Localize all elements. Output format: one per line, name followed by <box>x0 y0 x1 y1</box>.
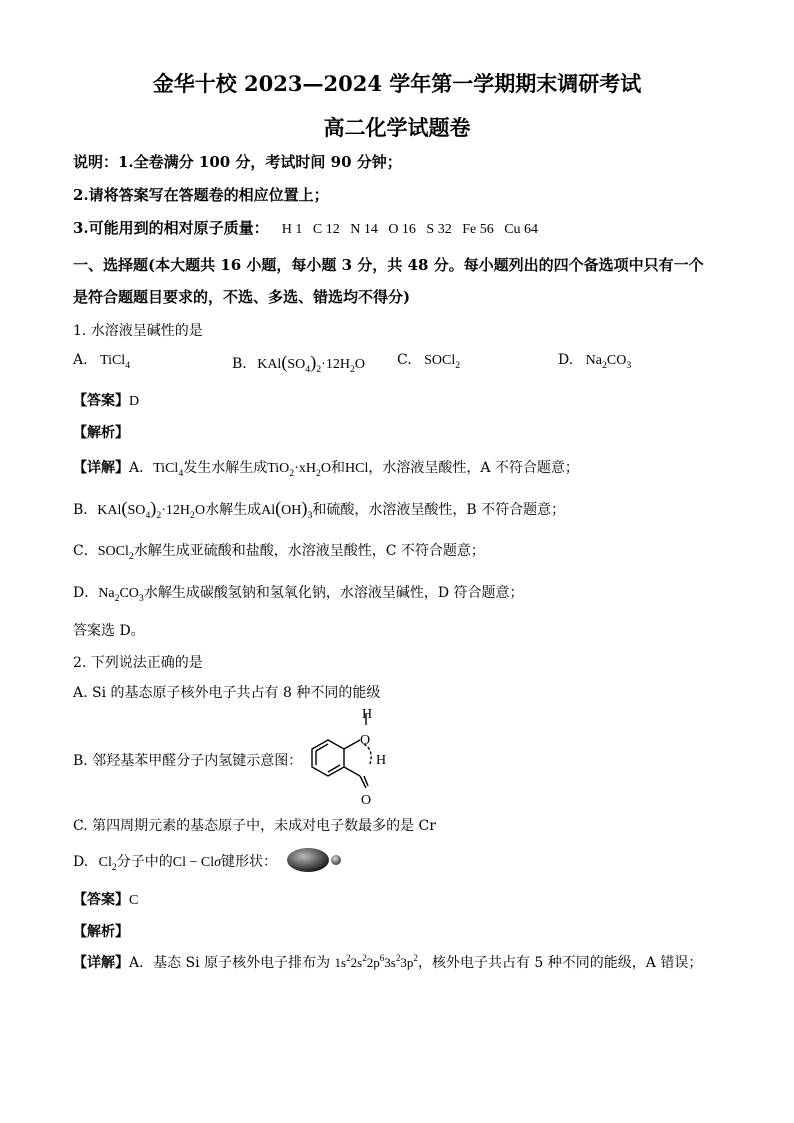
q1-answer-label: 【答案】 <box>73 393 129 409</box>
q2-stem: 2. 下列说法正确的是 <box>73 655 203 671</box>
q1-option-c: C. SOCl$_2$ <box>397 352 461 371</box>
hydrogen-bond-diagram <box>288 700 398 812</box>
q1-answer-value: D <box>129 394 140 409</box>
atomic-masses: H 1 C 12 N 14 O 16 S 32 Fe 56 Cu 64 <box>281 222 539 237</box>
q1-detail-c-prefix: C． <box>73 543 98 559</box>
q2-option-a: A. Si 的基态原子核外电子共占有 8 种不同的能级 <box>73 685 381 701</box>
mol-label-h-top: H <box>362 707 373 722</box>
q1-option-a: A. TiCl$_4$ <box>73 352 131 371</box>
q1-option-b: B. $KAl(SO_4)_2\cdot 12H_2O$ <box>232 352 365 375</box>
q1-detail-a-prefix: A． <box>129 460 154 476</box>
q2-option-b: B. 邻羟基苯甲醛分子内氢键示意图： <box>73 753 303 769</box>
q2-detail-label: 【详解】 <box>73 955 129 971</box>
q1-detail-d-text: 水解生成碳酸氢钠和氢氧化钠，水溶液呈碱性，D 符合题意； <box>143 585 524 601</box>
q1-detail-label: 【详解】 <box>73 460 129 476</box>
q2-option-d-text2: 键形状： <box>221 854 278 870</box>
q1-detail-a-text2: 和 <box>331 460 345 476</box>
mol-label-h-aldehyde: H <box>376 753 387 768</box>
q1-detail-a-text3: ，水溶液呈酸性，A 不符合题意； <box>368 460 579 476</box>
q1-option-c-letter: C. <box>397 352 412 368</box>
q1-detail-c: C．SOCl$_2$水解生成亚硫酸和盐酸，水溶液呈酸性，C 不符合题意； <box>73 543 485 562</box>
q1-option-a-letter: A. <box>73 352 88 368</box>
q1-stem: 1. 水溶液呈碱性的是 <box>73 323 203 339</box>
q2-option-d-letter: D. <box>73 854 89 870</box>
q2-detail-a-text1: A．基态 Si 原子核外电子排布为 <box>129 955 335 971</box>
instruction-2: 2.请将答案写在答题卷的相应位置上； <box>73 186 329 204</box>
mol-label-o-hydroxyl: O <box>360 733 371 748</box>
sigma-bond-shape-icon <box>286 845 346 875</box>
q2-option-d-text1: 分子中的 <box>116 854 173 870</box>
q1-detail-b: B．$KAl(SO_4)_2\cdot 12H_2O$水解生成$Al(OH)_3$和硫酸，水溶液呈酸性，B 不符合题意； <box>73 498 566 521</box>
q1-detail-b-prefix: B． <box>73 502 98 518</box>
mol-label-o-carbonyl: O <box>361 793 372 808</box>
instruction-3-label: 3.可能用到的相对原子质量： <box>73 219 269 237</box>
q1-option-d-letter: D. <box>558 352 574 368</box>
q1-detail-a-text1: 发生水解生成 <box>183 460 268 476</box>
exam-title: 金华十校 2023—2024 学年第一学期期末调研考试 <box>152 71 642 96</box>
q1-detail-b-text2: 和硫酸，水溶液呈酸性，B 不符合题意； <box>312 502 566 518</box>
q1-detail-d: D．$Na_2CO_3$水解生成碳酸氢钠和氢氧化钠，水溶液呈碱性，D 符合题意； <box>73 585 524 604</box>
paper-subtitle: 高二化学试题卷 <box>323 115 471 140</box>
q1-option-b-letter: B. <box>232 356 247 372</box>
q2-option-d: D. $Cl_2$分子中的Cl − Clσ键形状： <box>73 854 278 873</box>
q1-detail-b-text1: 水解生成 <box>205 502 262 518</box>
q1-options <box>73 352 773 376</box>
q2-answer-row <box>73 889 138 909</box>
q1-conclusion: 答案选 D。 <box>73 623 145 639</box>
q2-answer-label: 【答案】 <box>73 892 129 908</box>
q1-detail-c-text: 水解生成亚硫酸和盐酸，水溶液呈酸性，C 不符合题意； <box>133 543 485 559</box>
q1-answer-row <box>73 390 139 410</box>
instruction-1: 说明：1.全卷满分 100 分，考试时间 90 分钟； <box>73 153 402 171</box>
section-heading-line1: 一、选择题(本大题共 16 小题，每小题 3 分，共 48 分。每小题列出的四个备选项中只有一个 <box>73 256 704 274</box>
q1-analysis-label: 【解析】 <box>73 425 129 441</box>
q1-option-d: D. $Na_2CO_3$ <box>558 352 632 371</box>
instruction-3 <box>73 217 538 238</box>
q2-analysis-label: 【解析】 <box>73 924 129 940</box>
q2-option-c: C. 第四周期元素的基态原子中，未成对电子数最多的是 Cr <box>73 818 436 834</box>
q2-answer-value: C <box>129 893 139 908</box>
section-heading-line2: 是符合题题目要求的，不选、多选、错选均不得分) <box>73 288 411 306</box>
q1-detail-d-prefix: D． <box>73 585 99 601</box>
q2-detail-a-text2: ，核外电子共占有 5 种不同的能级，A 错误； <box>417 955 703 971</box>
q2-detail-a: 【详解】A．基态 Si 原子核外电子排布为 $1s^22s^22p^63s^23p^2$，核外电子共占有 5 种不同的能级，A 错误； <box>73 953 703 971</box>
benzene-ring <box>312 714 371 788</box>
q1-detail-a: 【详解】A．TiCl$_4$发生水解生成$TiO_2\cdot xH_2O$和HCl，水溶液呈酸性，A 不符合题意； <box>73 460 579 479</box>
